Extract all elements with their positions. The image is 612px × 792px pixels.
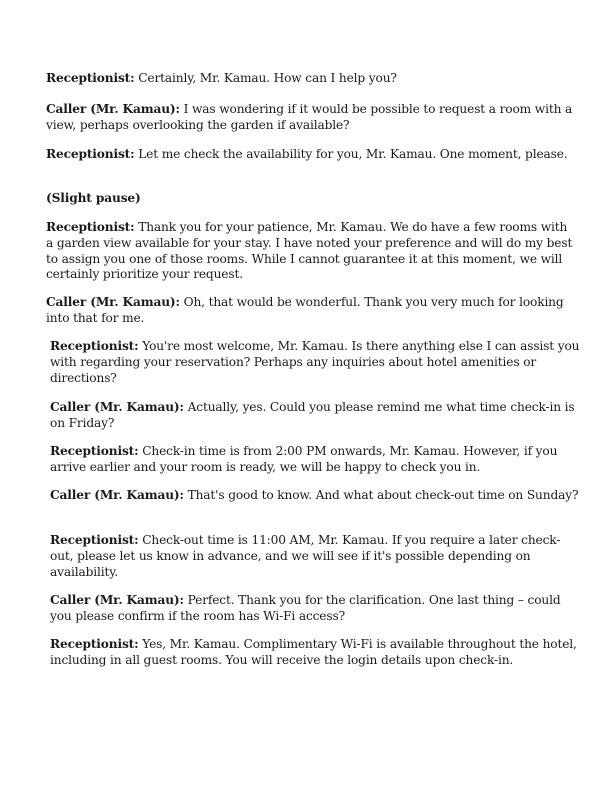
dialogue-line [50,400,580,432]
speaker-label: Caller (Mr. Kamau): [50,488,184,502]
speaker-label: Receptionist: [50,637,139,651]
speaker-label: Caller (Mr. Kamau): [50,593,184,607]
speaker-label: Receptionist: [46,147,135,161]
dialogue-line [50,444,580,476]
dialogue-text: Oh, that would be wonderful. Thank you very much for looking into that for me. [46,295,564,325]
dialogue-line [46,220,576,283]
dialogue-line [50,339,580,386]
speaker-label: Receptionist: [50,533,139,547]
stage-direction [46,191,576,207]
dialogue-text: Let me check the availability for you, Mr. Kamau. One moment, please. [138,147,568,161]
speaker-label: Caller (Mr. Kamau): [46,295,180,309]
speaker-label: Receptionist: [46,71,135,85]
pause-label: (Slight pause) [46,191,141,205]
dialogue-line [46,102,576,134]
speaker-label: Receptionist: [50,339,139,353]
dialogue-line [50,488,580,504]
dialogue-text: I was wondering if it would be possible to request a room with a view, perhaps overlooking the garden if available? [46,102,573,132]
dialogue-text: Yes, Mr. Kamau. Complimentary Wi-Fi is available throughout the hotel, including in all guest rooms. You will receive the login details upon check-in. [50,637,577,667]
speaker-label: Caller (Mr. Kamau): [46,102,180,116]
dialogue-text: Check-in time is from 2:00 PM onwards, Mr. Kamau. However, if you arrive earlier and your room is ready, we will be happy to check you in. [50,444,558,474]
dialogue-line [50,637,580,669]
dialogue-line [46,295,576,327]
dialogue-text: Check-out time is 11:00 AM, Mr. Kamau. If you require a later check-out, please let us know in advance, and we will see if it's possible depending on availability. [50,533,561,579]
dialogue-text: Certainly, Mr. Kamau. How can I help you? [138,71,397,85]
dialogue-line [46,147,576,163]
speaker-label: Caller (Mr. Kamau): [50,400,184,414]
dialogue-text: Actually, yes. Could you please remind me what time check-in is on Friday? [50,400,575,430]
dialogue-line [50,533,580,580]
dialogue-line [50,593,580,625]
dialogue-text: You're most welcome, Mr. Kamau. Is there anything else I can assist you with regarding your reservation? Perhaps any inquiries about hotel amenities or directions? [50,339,580,385]
speaker-label: Receptionist: [46,220,135,234]
dialogue-text: That's good to know. And what about check-out time on Sunday? [187,488,579,502]
dialogue-text: Thank you for your patience, Mr. Kamau. We do have a few rooms with a garden view available for your stay. I have noted your preference and will do my best to assign you one of those rooms. While I cannot guarantee it at this moment, we will certainly prioritize your request. [46,220,573,282]
speaker-label: Receptionist: [50,444,139,458]
dialogue-text: Perfect. Thank you for the clarification. One last thing – could you please confirm if the room has Wi-Fi access? [50,593,561,623]
dialogue-line [46,71,576,87]
